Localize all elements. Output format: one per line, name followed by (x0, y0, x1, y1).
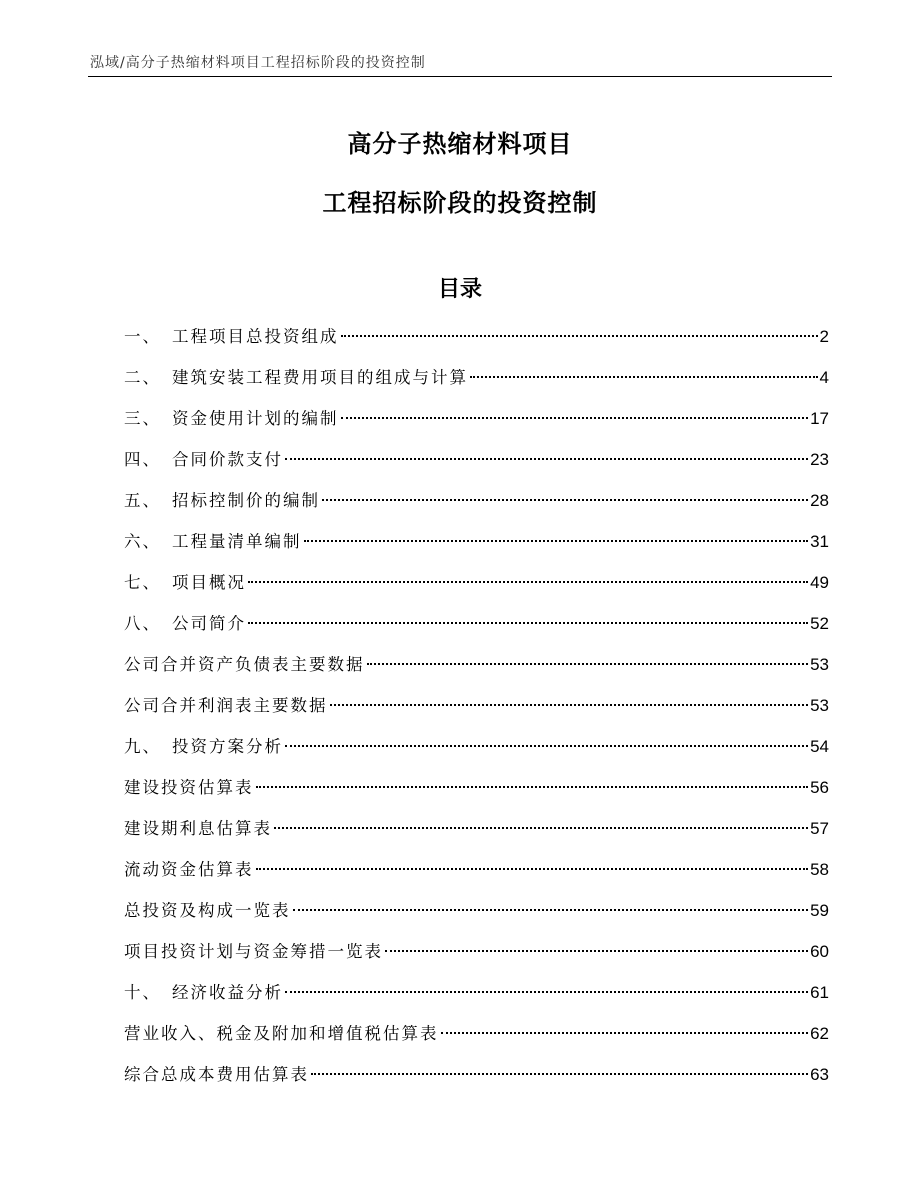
toc-entry-number: 九、 (124, 737, 161, 756)
toc-dot-leader (248, 581, 808, 583)
toc-entry-page-number: 63 (810, 1065, 829, 1084)
toc-entry-label: 公司简介 (172, 614, 246, 633)
toc-entry[interactable] (124, 897, 829, 938)
toc-entry[interactable] (124, 815, 829, 856)
toc-entry-label: 综合总成本费用估算表 (124, 1065, 309, 1084)
header-rule (88, 76, 832, 77)
toc-entry[interactable] (124, 733, 829, 774)
toc-entry-number: 二、 (124, 368, 161, 387)
toc-dot-leader (285, 991, 808, 993)
toc-entry-page-number: 57 (810, 819, 829, 838)
toc-entry-page-number: 2 (819, 327, 829, 346)
toc-entry-number: 一、 (124, 327, 161, 346)
toc-dot-leader (304, 540, 809, 542)
toc-dot-leader (256, 868, 809, 870)
toc-entry-label: 合同价款支付 (172, 450, 283, 469)
toc-entry-number: 三、 (124, 409, 161, 428)
document-title-line-1: 高分子热缩材料项目 (347, 130, 573, 158)
toc-entry-page-number: 59 (810, 901, 829, 920)
toc-dot-leader (285, 458, 808, 460)
toc-entry[interactable] (124, 856, 829, 897)
toc-entry-page-number: 17 (810, 409, 829, 428)
toc-dot-leader (470, 376, 818, 378)
toc-entry-label: 公司合并利润表主要数据 (124, 696, 328, 715)
toc-dot-leader (341, 335, 818, 337)
toc-entry-label: 项目投资计划与资金筹措一览表 (124, 942, 383, 961)
toc-entry-label: 项目概况 (172, 573, 246, 592)
toc-dot-leader (330, 704, 809, 706)
toc-entry-label: 投资方案分析 (172, 737, 283, 756)
toc-entry-label: 公司合并资产负债表主要数据 (124, 655, 365, 674)
toc-entry-number: 五、 (124, 491, 161, 510)
toc-entry[interactable] (124, 364, 829, 405)
toc-entry-page-number: 62 (810, 1024, 829, 1043)
toc-entry-number: 四、 (124, 450, 161, 469)
toc-entry-page-number: 53 (810, 655, 829, 674)
toc-dot-leader (341, 417, 809, 419)
toc-entry-page-number: 4 (819, 368, 829, 387)
toc-entry[interactable] (124, 774, 829, 815)
toc-entry-label: 工程项目总投资组成 (172, 327, 339, 346)
toc-dot-leader (256, 786, 809, 788)
toc-dot-leader (385, 950, 808, 952)
toc-entry-page-number: 58 (810, 860, 829, 879)
toc-dot-leader (293, 909, 809, 911)
toc-entry-label: 营业收入、税金及附加和增值税估算表 (124, 1024, 439, 1043)
toc-dot-leader (322, 499, 808, 501)
toc-entry-page-number: 52 (810, 614, 829, 633)
toc-entry-label: 建筑安装工程费用项目的组成与计算 (172, 368, 468, 387)
toc-entry[interactable] (124, 323, 829, 364)
toc-entry-label: 总投资及构成一览表 (124, 901, 291, 920)
toc-entry-page-number: 53 (810, 696, 829, 715)
toc-entry-label: 建设期利息估算表 (124, 819, 272, 838)
toc-dot-leader (367, 663, 809, 665)
toc-entry[interactable] (124, 610, 829, 651)
toc-entry-label: 工程量清单编制 (172, 532, 302, 551)
toc-entry-label: 经济收益分析 (172, 983, 283, 1002)
toc-entry[interactable] (124, 487, 829, 528)
toc-entry[interactable] (124, 1020, 829, 1061)
toc-entry[interactable] (124, 569, 829, 610)
toc-entry-label: 资金使用计划的编制 (172, 409, 339, 428)
toc-entry[interactable] (124, 528, 829, 569)
toc-entry-label: 建设投资估算表 (124, 778, 254, 797)
toc-entry-label: 流动资金估算表 (124, 860, 254, 879)
toc-dot-leader (285, 745, 808, 747)
toc-entry[interactable] (124, 446, 829, 487)
toc-heading: 目录 (437, 277, 482, 302)
toc-entry-page-number: 31 (810, 532, 829, 551)
toc-dot-leader (441, 1032, 809, 1034)
toc-entry[interactable] (124, 692, 829, 733)
toc-dot-leader (248, 622, 808, 624)
toc-entry-page-number: 28 (810, 491, 829, 510)
toc-entry-number: 八、 (124, 614, 161, 633)
toc-entry-label: 招标控制价的编制 (172, 491, 320, 510)
toc-entry[interactable] (124, 938, 829, 979)
toc-entry[interactable] (124, 1061, 829, 1102)
toc-dot-leader (311, 1073, 808, 1075)
toc-entry-number: 六、 (124, 532, 161, 551)
toc-entry-number: 七、 (124, 573, 161, 592)
toc-entry-page-number: 54 (810, 737, 829, 756)
toc-entry-number: 十、 (124, 983, 161, 1002)
document-title-line-2: 工程招标阶段的投资控制 (322, 189, 598, 217)
toc-entry-page-number: 49 (810, 573, 829, 592)
toc-entry[interactable] (124, 651, 829, 692)
toc-entry-page-number: 23 (810, 450, 829, 469)
toc-entry[interactable] (124, 979, 829, 1020)
toc-entry[interactable] (124, 405, 829, 446)
toc-entry-page-number: 56 (810, 778, 829, 797)
toc-entry-page-number: 61 (810, 983, 829, 1002)
toc-entry-page-number: 60 (810, 942, 829, 961)
table-of-contents (124, 323, 829, 1102)
running-header: 泓域/高分子热缩材料项目工程招标阶段的投资控制 (90, 55, 426, 71)
toc-dot-leader (274, 827, 808, 829)
